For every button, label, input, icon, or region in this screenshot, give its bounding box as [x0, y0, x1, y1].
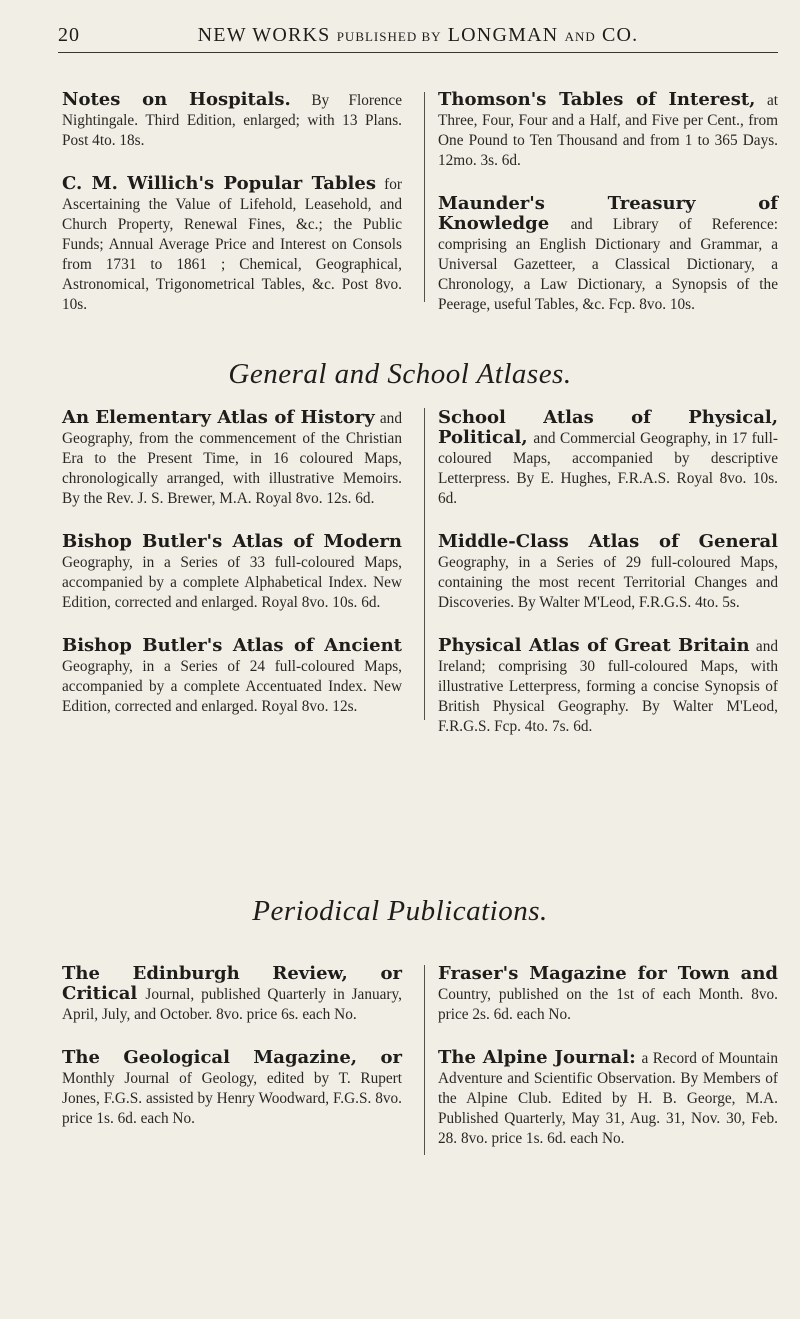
atlases-left-column — [62, 408, 402, 740]
entry-description: Geography, in a Series of 24 full-coloured Maps, accompanied by a complete Accentuated Index. New Edition, corrected and enlarged. Royal 8vo. 12s. — [62, 658, 402, 715]
entry-title: An Elementary Atlas of History — [62, 407, 375, 428]
running-title-co: CO. — [601, 24, 639, 46]
running-title — [58, 24, 778, 47]
running-title-published: PUBLISHED BY — [336, 29, 442, 44]
book-entry — [62, 174, 402, 314]
entry-description: and Ireland; comprising 30 full-coloured Maps, with illustrative Letterpress, forming a concise Synopsis of British Physical Geography. By Walter M'Leod, F.R.G.S. Fcp. 4to. 7s. 6d. — [438, 638, 778, 735]
entry-title: School Atlas of Physical, Political, — [438, 407, 778, 448]
page-number: 20 — [58, 24, 80, 46]
entry-title: The Edinburgh Review, or Critical — [62, 963, 402, 1004]
book-entry — [438, 408, 778, 508]
top-right-column — [438, 90, 778, 338]
entry-description: Country, published on the 1st of each Month. 8vo. price 2s. 6d. each No. — [438, 986, 778, 1023]
book-entry — [62, 532, 402, 612]
book-entry — [62, 408, 402, 508]
entry-description: a Record of Mountain Adventure and Scientific Observation. By Members of the Alpine Club. Edited by H. B. George, M.A. Published Quarterly, May 31, Aug. 31, Nov. 30, Feb. 28. 8vo. price 1s. 6d. each No. — [438, 1050, 778, 1147]
periodicals-left-column — [62, 964, 402, 1152]
entry-description: and Commercial Geography, in 17 full-coloured Maps, accompanied by descriptive Letterpress. By E. Hughes, F.R.A.S. Royal 8vo. 10s. 6d. — [438, 430, 778, 507]
running-title-publisher: LONGMAN — [447, 24, 559, 46]
entry-title: Bishop Butler's Atlas of Modern — [62, 531, 402, 552]
entry-description: Geography, in a Series of 29 full-coloured Maps, containing the most recent Territorial Changes and Discoveries. By Walter M'Leod, F.R.G.S. 4to. 5s. — [438, 554, 778, 611]
entry-description: Geography, in a Series of 33 full-coloured Maps, accompanied by a complete Alphabetical Index. New Edition, corrected and enlarged. Royal 8vo. 10s. 6d. — [62, 554, 402, 611]
entry-description: By Florence Nightingale. Third Edition, enlarged; with 13 Plans. Post 4to. 18s. — [62, 92, 402, 149]
book-entry — [62, 90, 402, 150]
book-entry — [438, 964, 778, 1024]
atlases-right-column — [438, 408, 778, 760]
top-left-column — [62, 90, 402, 338]
entry-title: Fraser's Magazine for Town and — [438, 963, 778, 984]
book-entry — [438, 1048, 778, 1148]
book-entry — [438, 90, 778, 170]
running-title-main: NEW WORKS — [197, 24, 331, 46]
entry-description: and Geography, from the commencement of the Christian Era to the Present Time, in 16 coloured Maps, chronologically arranged, with illustrative Memoirs. By the Rev. J. S. Brewer, M.A. Royal 8vo. 12s. 6d. — [62, 410, 402, 507]
entry-title: The Geological Magazine, or — [62, 1047, 402, 1068]
entry-title: Middle-Class Atlas of General — [438, 531, 778, 552]
entry-description: at Three, Four, Four and a Half, and Five per Cent., from One Pound to Ten Thousand and from 1 to 365 Days. 12mo. 3s. 6d. — [438, 92, 778, 169]
book-entry — [62, 636, 402, 716]
book-entry — [438, 532, 778, 612]
page-header — [58, 18, 778, 53]
entry-description: Journal, published Quarterly in January, April, July, and October. 8vo. price 6s. each No. — [62, 986, 402, 1023]
section-heading-atlases: General and School Atlases. — [228, 358, 572, 390]
entry-title: Notes on Hospitals. — [62, 89, 291, 110]
entry-description: for Ascertaining the Value of Lifehold, Leasehold, and Church Property, Renewal Fines, &c.; the Public Funds; Annual Average Price and Interest on Consols from 1731 to 1861 ; Chemical, Geographical, Astronomical, Trigonometrical Tables, &c. Post 8vo. 10s. — [62, 176, 402, 313]
column-divider — [424, 92, 425, 302]
entry-title: The Alpine Journal: — [438, 1047, 636, 1068]
book-entry — [438, 636, 778, 736]
book-entry — [438, 194, 778, 314]
entry-title: Thomson's Tables of Interest, — [438, 89, 756, 110]
entry-description: and Library of Reference: comprising an English Dictionary and Grammar, a Universal Gazetteer, a Classical Dictionary, a Chronology, a Law Dictionary, a Synopsis of the Peerage, useful Tables, &c. Fcp. 8vo. 10s. — [438, 216, 778, 313]
periodicals-right-column — [438, 964, 778, 1172]
entry-title: Bishop Butler's Atlas of Ancient — [62, 635, 402, 656]
book-entry — [62, 1048, 402, 1128]
entry-description: Monthly Journal of Geology, edited by T. Rupert Jones, F.G.S. assisted by Henry Woodward, F.G.S. 8vo. price 1s. 6d. each No. — [62, 1070, 402, 1127]
section-heading-periodicals: Periodical Publications. — [252, 895, 548, 927]
entry-title: C. M. Willich's Popular Tables — [62, 173, 376, 194]
column-divider — [424, 408, 425, 720]
running-title-and: AND — [564, 29, 596, 44]
column-divider — [424, 965, 425, 1155]
book-entry — [62, 964, 402, 1024]
entry-title: Physical Atlas of Great Britain — [438, 635, 750, 656]
entry-title: Maunder's Treasury of Knowledge — [438, 193, 778, 234]
